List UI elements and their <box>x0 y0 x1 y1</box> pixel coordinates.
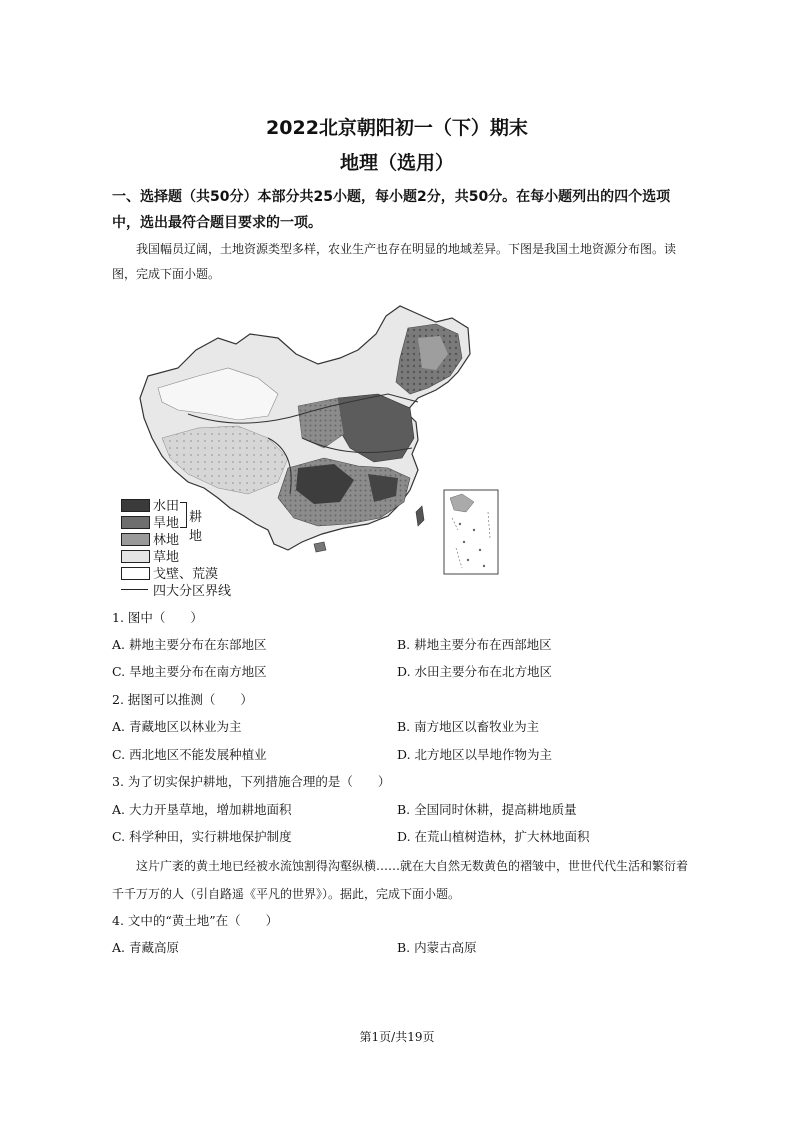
question-1-option-a[interactable]: A. 耕地主要分布在东部地区 <box>112 637 267 652</box>
question-3-option-b[interactable]: B. 全国同时休耕，提高耕地质量 <box>397 802 577 817</box>
page-number: 第1页/共19页 <box>359 1030 435 1044</box>
question-2-option-c[interactable]: C. 西北地区不能发展种植业 <box>112 747 267 762</box>
legend-bracket <box>180 502 187 528</box>
question-4-option-a[interactable]: A. 青藏高原 <box>112 940 179 955</box>
question-3-option-c[interactable]: C. 科学种田，实行耕地保护制度 <box>112 829 292 844</box>
question-3-option-a[interactable]: A. 大力开垦草地，增加耕地面积 <box>112 802 292 817</box>
legend-item-boundary: 四大分区界线 <box>121 581 231 597</box>
question-1-option-d[interactable]: D. 水田主要分布在北方地区 <box>397 664 553 679</box>
question-2-option-b[interactable]: B. 南方地区以畜牧业为主 <box>397 719 540 734</box>
legend-item-desert: 戈壁、荒漠 <box>121 564 231 580</box>
question-1-option-c[interactable]: C. 旱地主要分布在南方地区 <box>112 664 267 679</box>
legend-item-forest: 林地 <box>121 530 231 546</box>
legend-item-grassland: 草地 <box>121 547 231 563</box>
question-3-option-d[interactable]: D. 在荒山植树造林，扩大林地面积 <box>397 829 590 844</box>
question-2-stem: 2. 据图可以推测（ ） <box>112 692 253 707</box>
question-1-stem: 1. 图中（ ） <box>112 610 203 625</box>
section-heading: 一、选择题（共50分）本部分共25小题，每小题2分，共50分。在每小题列出的四个选项中，选出最符合题目要求的一项。 <box>112 189 671 231</box>
page-title: 2022北京朝阳初一（下）期末 <box>266 117 528 139</box>
legend-item-dryland: 旱地 <box>121 513 231 529</box>
question-4-stem: 4. 文中的“黄土地”在（ ） <box>112 913 279 928</box>
question-3-stem: 3. 为了切实保护耕地，下列措施合理的是（ ） <box>112 774 391 789</box>
legend-item-paddy: 水田 <box>121 496 231 512</box>
legend-group-label: 耕地 <box>189 510 203 544</box>
question-2-option-d[interactable]: D. 北方地区以旱地作物为主 <box>397 747 553 762</box>
page-subtitle: 地理（选用） <box>339 152 454 174</box>
passage-paragraph: 这片广袤的黄土地已经被水流蚀割得沟壑纵横……就在大自然无数黄色的褶皱中，世世代代生活和繁衍着千千万万的人（引自路遥《平凡的世界》）。据此，完成下面小题。 <box>112 859 689 901</box>
question-1-option-b[interactable]: B. 耕地主要分布在西部地区 <box>397 637 552 652</box>
question-4-option-b[interactable]: B. 内蒙古高原 <box>397 940 477 955</box>
intro-paragraph: 我国幅员辽阔，土地资源类型多样，农业生产也存在明显的地域差异。下图是我国土地资源分布图。读图，完成下面小题。 <box>112 242 677 281</box>
question-2-option-a[interactable]: A. 青藏地区以林业为主 <box>112 719 242 734</box>
